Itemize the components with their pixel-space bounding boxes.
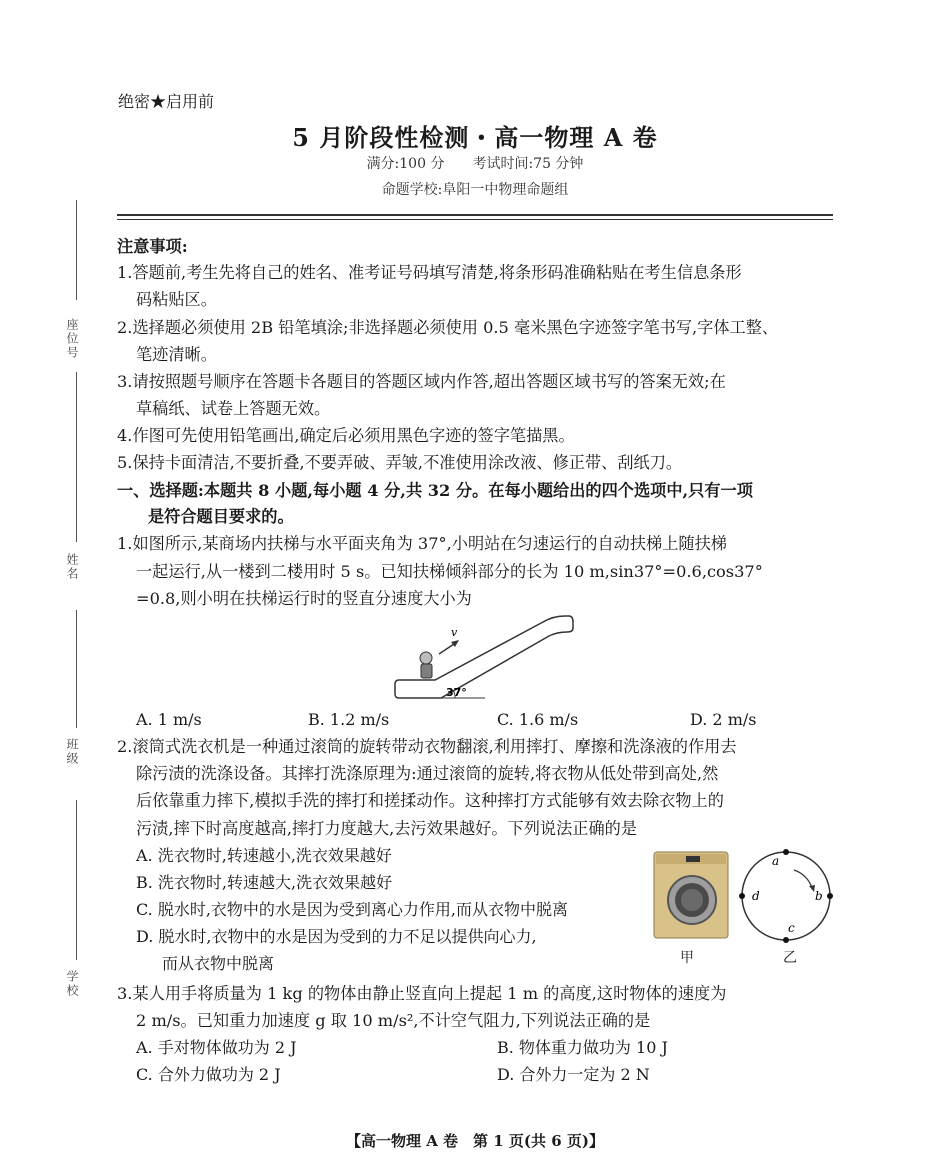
label-c: c xyxy=(788,921,795,935)
margin-line xyxy=(76,200,77,300)
option-a: A. 1 m/s xyxy=(136,710,202,729)
person-head xyxy=(420,652,432,664)
option-c: C. 脱水时,衣物中的水是因为受到离心力作用,而从衣物中脱离 xyxy=(136,900,569,919)
option-b: B. 物体重力做功为 10 J xyxy=(497,1038,668,1057)
option-d-cont: 而从衣物中脱离 xyxy=(162,954,275,973)
option-b: B. 洗衣物时,转速越大,洗衣效果越好 xyxy=(136,873,393,892)
point-d xyxy=(739,893,745,899)
margin-line xyxy=(76,610,77,728)
figure-label-left: 甲 xyxy=(680,950,694,966)
option-c: C. 合外力做功为 2 J xyxy=(136,1065,281,1084)
note-line: 3.请按照题号顺序在答题卡各题目的答题区域内作答,超出答题区域书写的答案无效;在 xyxy=(117,372,726,391)
label-b: b xyxy=(815,889,823,903)
question-1-text: =0.8,则小明在扶梯运行时的竖直分速度大小为 xyxy=(136,589,472,608)
page-footer: 【高一物理 A 卷 第 1 页(共 6 页)】 xyxy=(345,1132,605,1150)
point-a xyxy=(783,849,789,855)
option-c: C. 1.6 m/s xyxy=(497,710,579,729)
exam-school: 命题学校:阜阳一中物理命题组 xyxy=(381,182,569,198)
secret-mark: 绝密★启用前 xyxy=(118,92,215,111)
option-b: B. 1.2 m/s xyxy=(308,710,390,729)
note-line: 码粘贴区。 xyxy=(136,290,217,309)
rotation-arrow xyxy=(794,870,812,888)
question-2-text: 除污渍的洗涤设备。其摔打洗涤原理为:通过滚筒的旋转,将衣物从低处带到高处,然 xyxy=(136,764,719,783)
point-c xyxy=(783,937,789,943)
note-line: 1.答题前,考生先将自己的姓名、准考证号码填写清楚,将条形码准确粘贴在考生信息条形 xyxy=(117,263,742,282)
person-body xyxy=(421,664,432,678)
margin-line xyxy=(76,800,77,960)
point-b xyxy=(827,893,833,899)
name-label: 姓名 xyxy=(65,553,79,581)
question-3-text: 3.某人用手将质量为 1 kg 的物体由静止竖直向上提起 1 m 的高度,这时物体的速度为 xyxy=(117,984,727,1003)
option-d: D. 脱水时,衣物中的水是因为受到的力不足以提供向心力, xyxy=(136,927,537,946)
header-rule xyxy=(117,219,833,220)
velocity-label: v xyxy=(451,626,458,639)
option-a: A. 洗衣物时,转速越小,洗衣效果越好 xyxy=(136,846,392,865)
option-d: D. 2 m/s xyxy=(690,710,757,729)
figure-label-right: 乙 xyxy=(783,950,797,966)
margin-line xyxy=(76,372,77,542)
option-a: A. 手对物体做功为 2 J xyxy=(136,1038,297,1057)
option-d: D. 合外力一定为 2 N xyxy=(497,1065,650,1084)
washing-machine-figure xyxy=(652,850,732,942)
note-line: 草稿纸、试卷上答题无效。 xyxy=(136,399,331,418)
section-heading: 一、选择题:本题共 8 小题,每小题 4 分,共 32 分。在每小题给出的四个选项中,只有一项 xyxy=(117,481,753,500)
escalator-figure xyxy=(393,610,578,705)
label-d: d xyxy=(752,889,760,903)
note-line: 2.选择题必须使用 2B 铅笔填涂;非选择题必须使用 0.5 毫米黑色字迹签字笔书写,字体工整、 xyxy=(117,318,779,337)
angle-label: 37° xyxy=(446,686,467,699)
question-2-text: 后依靠重力摔下,模拟手洗的摔打和搓揉动作。这种摔打方式能够有效去除衣物上的 xyxy=(136,791,724,810)
question-1-text: 1.如图所示,某商场内扶梯与水平面夹角为 37°,小明站在匀速运行的自动扶梯上随扶梯 xyxy=(117,534,727,553)
label-a: a xyxy=(772,854,780,868)
section-heading: 是符合题目要求的。 xyxy=(148,507,294,526)
question-3-text: 2 m/s。已知重力加速度 g 取 10 m/s²,不计空气阻力,下列说法正确的是 xyxy=(136,1011,651,1030)
notes-heading: 注意事项: xyxy=(117,237,188,256)
header-rule xyxy=(117,214,833,216)
question-1-text: 一起运行,从一楼到二楼用时 5 s。已知扶梯倾斜部分的长为 10 m,sin37°=0.6,cos37° xyxy=(136,562,763,581)
seat-label: 座位号 xyxy=(65,318,79,360)
drum-circle-figure xyxy=(738,848,834,944)
school-label: 学校 xyxy=(65,970,79,998)
page-title: 5 月阶段性检测・高一物理 A 卷 xyxy=(292,123,658,152)
note-line: 4.作图可先使用铅笔画出,确定后必须用黑色字迹的签字笔描黑。 xyxy=(117,426,575,445)
question-2-text: 污渍,摔下时高度越高,摔打力度越大,去污效果越好。下列说法正确的是 xyxy=(136,819,638,838)
score-time: 满分:100 分 考试时间:75 分钟 xyxy=(366,156,584,172)
class-label: 班级 xyxy=(65,738,79,766)
note-line: 5.保持卡面清洁,不要折叠,不要弄破、弄皱,不准使用涂改液、修正带、刮纸刀。 xyxy=(117,453,683,472)
question-2-text: 2.滚筒式洗衣机是一种通过滚筒的旋转带动衣物翻滚,利用摔打、摩擦和洗涤液的作用去 xyxy=(117,737,737,756)
note-line: 笔迹清晰。 xyxy=(136,345,217,364)
